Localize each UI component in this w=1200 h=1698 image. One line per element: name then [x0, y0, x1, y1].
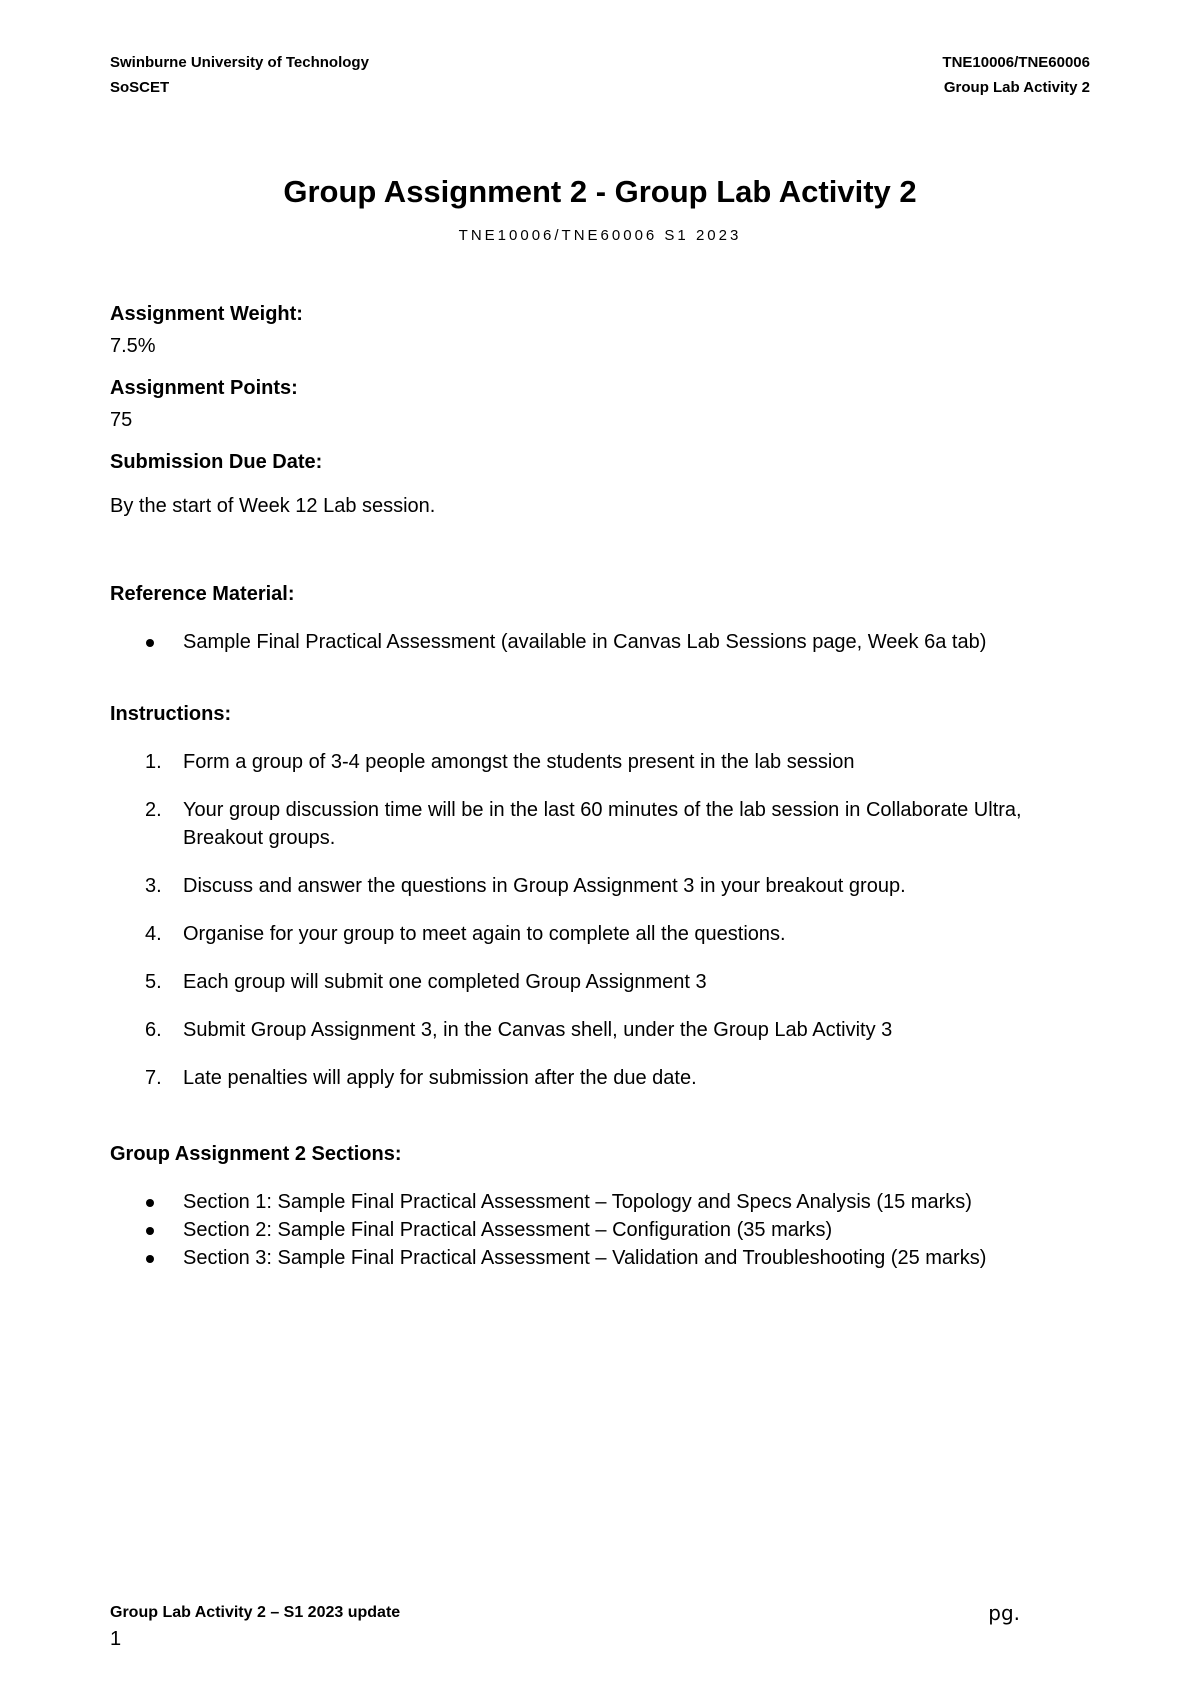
bullet-icon	[146, 1227, 154, 1235]
reference-item-text: Sample Final Practical Assessment (available in Canvas Lab Sessions page, Week 6a tab)	[183, 631, 987, 653]
sections-list	[110, 1188, 1090, 1272]
section-item-text: Section 1: Sample Final Practical Assessment – Topology and Specs Analysis (15 marks)	[183, 1191, 972, 1213]
points-label: Assignment Points:	[110, 377, 298, 399]
list-item	[110, 920, 1090, 948]
step-text: Your group discussion time will be in the last 60 minutes of the lab session in Collaborate Ultra, Breakout groups.	[183, 799, 1022, 849]
step-number: 1.	[145, 751, 162, 773]
instructions-heading: Instructions:	[110, 703, 232, 725]
weight-label: Assignment Weight:	[110, 303, 303, 325]
list-item	[110, 1064, 1090, 1092]
reference-heading: Reference Material:	[110, 583, 295, 605]
header-right	[942, 50, 1090, 100]
step-text: Organise for your group to meet again to complete all the questions.	[183, 923, 786, 945]
step-number: 4.	[145, 923, 162, 945]
list-item	[110, 1216, 1090, 1244]
document-body	[110, 300, 1090, 1272]
list-item	[110, 968, 1090, 996]
page-label: pg.	[988, 1601, 1020, 1625]
bullet-icon	[146, 1255, 154, 1263]
reference-section	[110, 580, 1090, 656]
due-date-value: By the start of Week 12 Lab session.	[110, 495, 436, 517]
weight-field	[110, 300, 1090, 360]
step-number: 3.	[145, 875, 162, 897]
bullet-icon	[146, 639, 154, 647]
list-item	[110, 1188, 1090, 1216]
header-left	[110, 50, 369, 100]
step-text: Late penalties will apply for submission after the due date.	[183, 1067, 697, 1089]
sections-heading: Group Assignment 2 Sections:	[110, 1143, 402, 1165]
step-text: Submit Group Assignment 3, in the Canvas shell, under the Group Lab Activity 3	[183, 1019, 893, 1041]
step-text: Each group will submit one completed Group Assignment 3	[183, 971, 707, 993]
section-item-text: Section 2: Sample Final Practical Assessment – Configuration (35 marks)	[183, 1219, 833, 1241]
step-number: 6.	[145, 1019, 162, 1041]
unit-code: TNE10006/TNE60006	[942, 54, 1090, 71]
title-block	[0, 172, 1200, 246]
page-number: 1	[110, 1628, 122, 1650]
bullet-icon	[146, 1199, 154, 1207]
page-footer	[110, 1600, 1090, 1652]
sections-section	[110, 1140, 1090, 1272]
institution-name: Swinburne University of Technology	[110, 54, 369, 71]
weight-value: 7.5%	[110, 335, 156, 357]
step-number: 7.	[145, 1067, 162, 1089]
instructions-section	[110, 700, 1090, 1092]
instructions-list	[110, 748, 1090, 1092]
list-item	[110, 1244, 1090, 1272]
step-text: Form a group of 3-4 people amongst the students present in the lab session	[183, 751, 855, 773]
due-date-field	[110, 448, 1090, 520]
list-item	[110, 796, 1090, 852]
points-field	[110, 374, 1090, 434]
due-date-label: Submission Due Date:	[110, 451, 323, 473]
list-item	[110, 628, 1090, 656]
activity-name: Group Lab Activity 2	[943, 79, 1090, 96]
document-title: Group Assignment 2 - Group Lab Activity 2	[283, 174, 917, 209]
reference-list	[110, 628, 1090, 656]
document-subtitle: TNE10006/TNE60006 S1 2023	[458, 227, 742, 244]
step-number: 2.	[145, 799, 162, 821]
step-text: Discuss and answer the questions in Group Assignment 3 in your breakout group.	[183, 875, 906, 897]
list-item	[110, 748, 1090, 776]
footer-text: Group Lab Activity 2 – S1 2023 update	[110, 1604, 401, 1621]
list-item	[110, 1016, 1090, 1044]
section-item-text: Section 3: Sample Final Practical Assessment – Validation and Troubleshooting (25 marks)	[183, 1247, 987, 1269]
school-name: SoSCET	[110, 79, 170, 96]
points-value: 75	[110, 409, 133, 431]
step-number: 5.	[145, 971, 162, 993]
list-item	[110, 872, 1090, 900]
